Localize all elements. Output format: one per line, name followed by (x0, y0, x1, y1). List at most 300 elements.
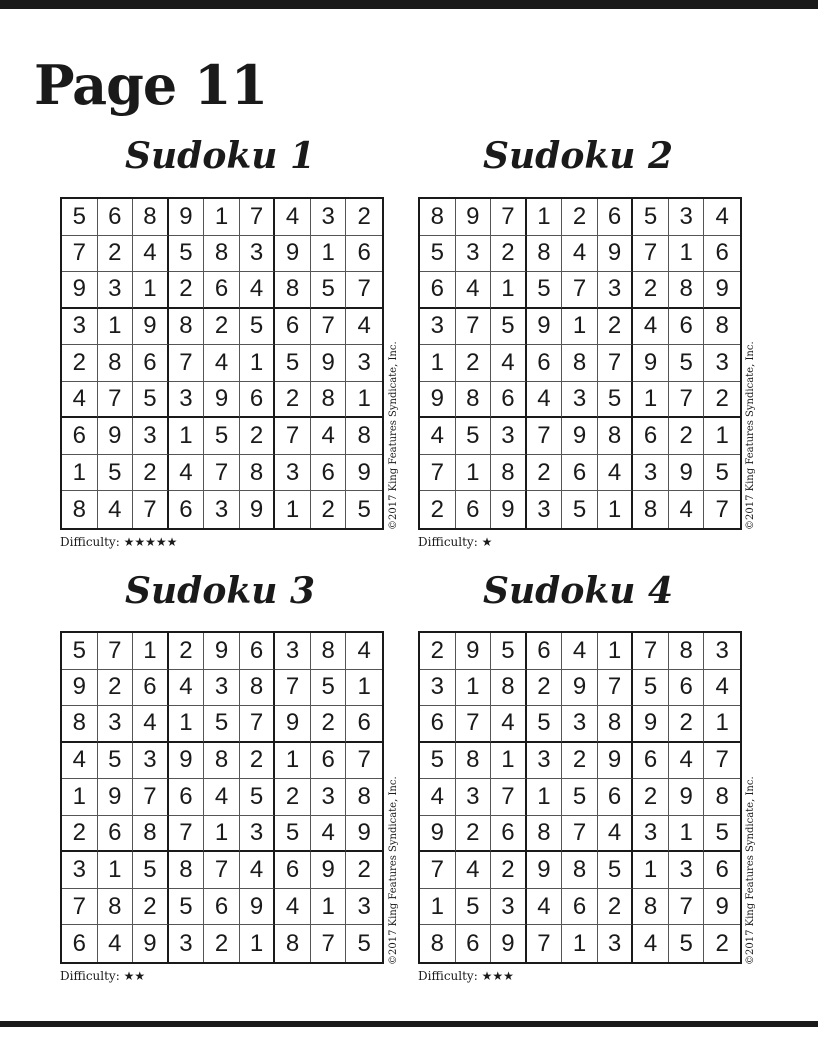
sudoku-cell: 6 (598, 779, 634, 816)
sudoku-cell: 4 (346, 309, 382, 346)
sudoku-cell: 3 (598, 272, 634, 309)
sudoku-cell: 3 (98, 272, 134, 309)
sudoku-cell: 9 (527, 309, 563, 346)
sudoku-cell: 5 (62, 199, 98, 236)
sudoku-cell: 5 (562, 491, 598, 528)
sudoku-cell: 2 (562, 743, 598, 780)
sudoku-cell: 8 (562, 852, 598, 889)
sudoku-cell: 7 (62, 889, 98, 926)
sudoku-cell: 7 (169, 345, 205, 382)
sudoku-cell: 7 (704, 743, 740, 780)
sudoku-cell: 4 (62, 382, 98, 419)
sudoku-cell: 3 (133, 743, 169, 780)
sudoku-cell: 1 (62, 455, 98, 492)
sudoku-cell: 2 (275, 382, 311, 419)
sudoku-cell: 9 (275, 706, 311, 743)
sudoku-cell: 2 (598, 889, 634, 926)
sudoku-cell: 9 (275, 236, 311, 273)
sudoku-cell: 8 (62, 491, 98, 528)
sudoku-cell: 9 (704, 889, 740, 926)
sudoku-cell: 6 (346, 706, 382, 743)
sudoku-cell: 1 (420, 889, 456, 926)
sudoku-cell: 3 (346, 345, 382, 382)
sudoku-cell: 9 (98, 779, 134, 816)
sudoku-cell: 2 (456, 345, 492, 382)
sudoku-cell: 1 (562, 925, 598, 962)
sudoku-cell: 1 (204, 199, 240, 236)
sudoku-cell: 4 (669, 491, 705, 528)
sudoku-cell: 7 (240, 199, 276, 236)
sudoku-2-grid (418, 197, 742, 530)
sudoku-cell: 9 (598, 743, 634, 780)
sudoku-cell: 5 (456, 418, 492, 455)
sudoku-cell: 3 (240, 236, 276, 273)
sudoku-cell: 6 (240, 382, 276, 419)
sudoku-cell: 5 (527, 272, 563, 309)
sudoku-cell: 3 (204, 670, 240, 707)
sudoku-cell: 8 (133, 816, 169, 853)
sudoku-cell: 5 (204, 418, 240, 455)
sudoku-4-title: Sudoku 4 (482, 570, 674, 612)
sudoku-cell: 9 (346, 816, 382, 853)
sudoku-cell: 9 (204, 382, 240, 419)
sudoku-cell: 7 (491, 779, 527, 816)
sudoku-cell: 8 (169, 852, 205, 889)
sudoku-cell: 3 (420, 309, 456, 346)
sudoku-cell: 6 (704, 236, 740, 273)
sudoku-3-difficulty (60, 970, 145, 982)
sudoku-cell: 8 (420, 199, 456, 236)
sudoku-cell: 1 (527, 199, 563, 236)
sudoku-cell: 7 (669, 382, 705, 419)
sudoku-cell: 8 (204, 236, 240, 273)
sudoku-cell: 5 (311, 272, 347, 309)
sudoku-cell: 2 (633, 779, 669, 816)
sudoku-cell: 9 (420, 382, 456, 419)
sudoku-cell: 9 (491, 491, 527, 528)
sudoku-cell: 5 (669, 925, 705, 962)
sudoku-cell: 4 (491, 345, 527, 382)
sudoku-cell: 5 (633, 670, 669, 707)
sudoku-cell: 4 (311, 418, 347, 455)
sudoku-cell: 7 (204, 455, 240, 492)
sudoku-cell: 4 (204, 779, 240, 816)
sudoku-cell: 2 (346, 852, 382, 889)
sudoku-cell: 5 (311, 670, 347, 707)
sudoku-cell: 4 (133, 236, 169, 273)
sudoku-cell: 4 (98, 491, 134, 528)
sudoku-cell: 8 (420, 925, 456, 962)
sudoku-cell: 7 (133, 779, 169, 816)
sudoku-cell: 2 (704, 382, 740, 419)
sudoku-cell: 9 (311, 852, 347, 889)
sudoku-cell: 3 (311, 199, 347, 236)
sudoku-cell: 5 (456, 889, 492, 926)
sudoku-cell: 5 (491, 633, 527, 670)
sudoku-cell: 9 (311, 345, 347, 382)
sudoku-cell: 6 (204, 272, 240, 309)
sudoku-cell: 8 (346, 418, 382, 455)
sudoku-cell: 7 (420, 455, 456, 492)
sudoku-cell: 9 (133, 925, 169, 962)
sudoku-1-grid (60, 197, 384, 530)
sudoku-cell: 7 (98, 382, 134, 419)
sudoku-cell: 3 (62, 852, 98, 889)
sudoku-cell: 9 (62, 670, 98, 707)
sudoku-cell: 6 (98, 816, 134, 853)
sudoku-cell: 6 (669, 309, 705, 346)
sudoku-cell: 1 (311, 889, 347, 926)
sudoku-cell: 7 (275, 670, 311, 707)
sudoku-cell: 1 (527, 779, 563, 816)
sudoku-cell: 8 (633, 889, 669, 926)
sudoku-cell: 7 (240, 706, 276, 743)
sudoku-cell: 2 (62, 345, 98, 382)
sudoku-cell: 7 (204, 852, 240, 889)
sudoku-cell: 4 (275, 199, 311, 236)
sudoku-cell: 9 (456, 199, 492, 236)
sudoku-cell: 2 (527, 670, 563, 707)
sudoku-cell: 3 (275, 633, 311, 670)
sudoku-cell: 8 (669, 633, 705, 670)
sudoku-cell: 7 (527, 925, 563, 962)
sudoku-cell: 2 (240, 743, 276, 780)
sudoku-cell: 8 (311, 382, 347, 419)
sudoku-cell: 5 (704, 816, 740, 853)
sudoku-cell: 6 (669, 670, 705, 707)
sudoku-cell: 5 (420, 743, 456, 780)
sudoku-cell: 1 (598, 633, 634, 670)
sudoku-cell: 1 (456, 670, 492, 707)
sudoku-cell: 2 (598, 309, 634, 346)
sudoku-cell: 1 (346, 670, 382, 707)
sudoku-cell: 3 (669, 199, 705, 236)
sudoku-cell: 2 (169, 633, 205, 670)
sudoku-cell: 7 (598, 345, 634, 382)
difficulty-stars: ★★ (123, 969, 146, 983)
sudoku-cell: 4 (169, 455, 205, 492)
sudoku-4-difficulty (418, 970, 514, 982)
sudoku-cell: 4 (704, 670, 740, 707)
sudoku-cell: 4 (169, 670, 205, 707)
sudoku-cell: 9 (562, 418, 598, 455)
sudoku-cell: 2 (420, 633, 456, 670)
sudoku-cell: 3 (527, 491, 563, 528)
sudoku-cell: 5 (357, 495, 371, 523)
sudoku-cell: 3 (491, 889, 527, 926)
sudoku-cell: 7 (715, 495, 729, 523)
sudoku-cell: 5 (491, 309, 527, 346)
sudoku-cell: 4 (598, 455, 634, 492)
sudoku-cell: 7 (346, 272, 382, 309)
sudoku-cell: 4 (598, 816, 634, 853)
sudoku-cell: 8 (491, 455, 527, 492)
sudoku-cell: 1 (704, 706, 740, 743)
sudoku-cell: 3 (633, 816, 669, 853)
sudoku-cell: 1 (491, 272, 527, 309)
sudoku-cell: 6 (562, 455, 598, 492)
sudoku-cell: 7 (311, 925, 347, 962)
sudoku-cell: 6 (133, 670, 169, 707)
sudoku-cell: 8 (669, 272, 705, 309)
sudoku-cell: 6 (169, 491, 205, 528)
sudoku-cell: 6 (633, 743, 669, 780)
sudoku-cell: 1 (598, 491, 634, 528)
sudoku-cell: 1 (346, 382, 382, 419)
sudoku-cell: 8 (62, 706, 98, 743)
sudoku-cell: 5 (169, 889, 205, 926)
sudoku-cell: 7 (491, 199, 527, 236)
sudoku-cell: 7 (669, 889, 705, 926)
sudoku-cell: 9 (598, 236, 634, 273)
sudoku-cell: 7 (633, 236, 669, 273)
sudoku-cell: 5 (133, 852, 169, 889)
sudoku-1-difficulty (60, 536, 177, 548)
sudoku-cell: 3 (240, 816, 276, 853)
sudoku-cell: 6 (169, 779, 205, 816)
sudoku-cell: 8 (240, 670, 276, 707)
sudoku-cell: 5 (357, 929, 371, 957)
sudoku-cell: 9 (456, 633, 492, 670)
sudoku-cell: 3 (456, 779, 492, 816)
sudoku-cell: 2 (346, 199, 382, 236)
sudoku-cell: 4 (562, 633, 598, 670)
sudoku-cell: 5 (169, 236, 205, 273)
sudoku-cell: 6 (527, 345, 563, 382)
sudoku-cell: 2 (491, 236, 527, 273)
sudoku-cell: 3 (420, 670, 456, 707)
sudoku-cell: 3 (704, 633, 740, 670)
sudoku-cell: 8 (633, 491, 669, 528)
sudoku-cell: 7 (98, 633, 134, 670)
sudoku-cell: 2 (562, 199, 598, 236)
bottom-rule (0, 1021, 818, 1027)
sudoku-cell: 6 (346, 236, 382, 273)
sudoku-cell: 9 (240, 491, 276, 528)
sudoku-2-copyright: ©2017 King Features Syndicate, Inc. (745, 341, 756, 530)
sudoku-cell: 8 (456, 382, 492, 419)
sudoku-cell: 7 (62, 236, 98, 273)
sudoku-cell: 5 (240, 779, 276, 816)
sudoku-cell: 6 (62, 925, 98, 962)
sudoku-cell: 1 (133, 272, 169, 309)
sudoku-cell: 8 (598, 706, 634, 743)
sudoku-cell: 8 (456, 743, 492, 780)
sudoku-cell: 8 (704, 309, 740, 346)
sudoku-cell: 6 (491, 816, 527, 853)
sudoku-cell: 3 (169, 925, 205, 962)
sudoku-cell: 5 (98, 455, 134, 492)
sudoku-cell: 1 (62, 779, 98, 816)
sudoku-cell: 9 (669, 779, 705, 816)
difficulty-label: Difficulty: (60, 969, 120, 983)
difficulty-stars: ★ (481, 535, 493, 549)
sudoku-cell: 4 (311, 816, 347, 853)
sudoku-cell: 6 (275, 309, 311, 346)
sudoku-cell: 3 (633, 455, 669, 492)
sudoku-cell: 1 (169, 706, 205, 743)
sudoku-cell: 4 (240, 852, 276, 889)
sudoku-3-grid (60, 631, 384, 964)
sudoku-cell: 5 (562, 779, 598, 816)
sudoku-cell: 5 (527, 706, 563, 743)
sudoku-cell: 3 (598, 925, 634, 962)
sudoku-cell: 9 (133, 309, 169, 346)
difficulty-stars: ★★★★★ (123, 535, 178, 549)
sudoku-cell: 8 (133, 199, 169, 236)
sudoku-cell: 3 (311, 779, 347, 816)
sudoku-cell: 5 (704, 455, 740, 492)
sudoku-cell: 1 (169, 418, 205, 455)
sudoku-cell: 1 (275, 743, 311, 780)
sudoku-cell: 7 (562, 816, 598, 853)
sudoku-cell: 4 (633, 925, 669, 962)
sudoku-cell: 5 (669, 345, 705, 382)
sudoku-cell: 8 (98, 345, 134, 382)
sudoku-cell: 9 (98, 418, 134, 455)
sudoku-cell: 9 (491, 925, 527, 962)
sudoku-cell: 9 (169, 743, 205, 780)
sudoku-cell: 4 (491, 706, 527, 743)
sudoku-cell: 7 (598, 670, 634, 707)
sudoku-cell: 5 (420, 236, 456, 273)
sudoku-cell: 7 (527, 418, 563, 455)
sudoku-cell: 3 (491, 418, 527, 455)
sudoku-cell: 3 (346, 889, 382, 926)
sudoku-cell: 1 (456, 455, 492, 492)
sudoku-cell: 6 (633, 418, 669, 455)
sudoku-cell: 4 (240, 272, 276, 309)
sudoku-cell: 2 (204, 309, 240, 346)
sudoku-cell: 6 (598, 199, 634, 236)
sudoku-cell: 2 (275, 779, 311, 816)
sudoku-cell: 3 (62, 309, 98, 346)
sudoku-cell: 7 (133, 491, 169, 528)
sudoku-cell: 1 (240, 345, 276, 382)
sudoku-cell: 6 (133, 345, 169, 382)
sudoku-cell: 3 (204, 491, 240, 528)
sudoku-cell: 4 (420, 418, 456, 455)
sudoku-cell: 3 (169, 382, 205, 419)
sudoku-cell: 2 (311, 706, 347, 743)
sudoku-2-difficulty (418, 536, 492, 548)
sudoku-cell: 3 (98, 706, 134, 743)
sudoku-cell: 5 (275, 345, 311, 382)
sudoku-cell: 6 (420, 272, 456, 309)
sudoku-cell: 7 (420, 852, 456, 889)
sudoku-cell: 6 (98, 199, 134, 236)
sudoku-cell: 5 (275, 816, 311, 853)
sudoku-cell: 2 (633, 272, 669, 309)
sudoku-cell: 6 (62, 418, 98, 455)
sudoku-cell: 8 (527, 816, 563, 853)
sudoku-cell: 6 (204, 889, 240, 926)
sudoku-cell: 5 (633, 199, 669, 236)
sudoku-4-grid (418, 631, 742, 964)
sudoku-cell: 2 (98, 236, 134, 273)
sudoku-cell: 1 (669, 236, 705, 273)
sudoku-cell: 9 (527, 852, 563, 889)
sudoku-cell: 1 (98, 309, 134, 346)
sudoku-cell: 4 (456, 272, 492, 309)
sudoku-cell: 9 (669, 455, 705, 492)
sudoku-cell: 5 (204, 706, 240, 743)
sudoku-cell: 4 (62, 743, 98, 780)
sudoku-cell: 7 (275, 418, 311, 455)
sudoku-cell: 6 (420, 706, 456, 743)
sudoku-cell: 1 (275, 491, 311, 528)
sudoku-cell: 1 (204, 816, 240, 853)
difficulty-label: Difficulty: (418, 535, 478, 549)
sudoku-cell: 1 (633, 852, 669, 889)
sudoku-cell: 7 (456, 309, 492, 346)
sudoku-cell: 3 (527, 743, 563, 780)
sudoku-cell: 8 (169, 309, 205, 346)
sudoku-3-copyright: ©2017 King Features Syndicate, Inc. (388, 776, 399, 965)
sudoku-cell: 2 (311, 491, 347, 528)
sudoku-cell: 1 (311, 236, 347, 273)
sudoku-cell: 8 (704, 779, 740, 816)
sudoku-cell: 5 (98, 743, 134, 780)
sudoku-cell: 8 (491, 670, 527, 707)
sudoku-4-copyright: ©2017 King Features Syndicate, Inc. (745, 776, 756, 965)
sudoku-cell: 2 (169, 272, 205, 309)
sudoku-cell: 4 (98, 925, 134, 962)
sudoku-3-title: Sudoku 3 (124, 570, 316, 612)
sudoku-cell: 4 (527, 889, 563, 926)
sudoku-cell: 5 (133, 382, 169, 419)
sudoku-cell: 1 (240, 925, 276, 962)
sudoku-cell: 2 (240, 418, 276, 455)
sudoku-cell: 5 (598, 852, 634, 889)
sudoku-cell: 6 (562, 889, 598, 926)
sudoku-cell: 9 (562, 670, 598, 707)
sudoku-cell: 3 (456, 236, 492, 273)
sudoku-cell: 6 (704, 852, 740, 889)
sudoku-cell: 3 (275, 455, 311, 492)
sudoku-cell: 2 (669, 706, 705, 743)
sudoku-cell: 9 (62, 272, 98, 309)
sudoku-1-copyright: ©2017 King Features Syndicate, Inc. (388, 341, 399, 530)
sudoku-cell: 6 (456, 925, 492, 962)
sudoku-cell: 3 (669, 852, 705, 889)
sudoku-cell: 8 (98, 889, 134, 926)
sudoku-cell: 9 (204, 633, 240, 670)
sudoku-cell: 7 (169, 816, 205, 853)
sudoku-cell: 4 (704, 199, 740, 236)
sudoku-cell: 4 (204, 345, 240, 382)
sudoku-cell: 1 (704, 418, 740, 455)
sudoku-cell: 4 (275, 889, 311, 926)
sudoku-cell: 8 (275, 272, 311, 309)
sudoku-cell: 8 (562, 345, 598, 382)
sudoku-cell: 9 (346, 455, 382, 492)
page-title: Page 11 (34, 53, 268, 117)
sudoku-cell: 1 (669, 816, 705, 853)
sudoku-cell: 2 (98, 670, 134, 707)
sudoku-cell: 2 (62, 816, 98, 853)
sudoku-cell: 2 (669, 418, 705, 455)
sudoku-1-title: Sudoku 1 (124, 135, 316, 177)
sudoku-cell: 4 (420, 779, 456, 816)
sudoku-cell: 7 (456, 706, 492, 743)
sudoku-cell: 2 (491, 852, 527, 889)
sudoku-cell: 4 (346, 633, 382, 670)
sudoku-cell: 4 (562, 236, 598, 273)
sudoku-cell: 3 (704, 345, 740, 382)
sudoku-cell: 9 (704, 272, 740, 309)
sudoku-cell: 1 (633, 382, 669, 419)
